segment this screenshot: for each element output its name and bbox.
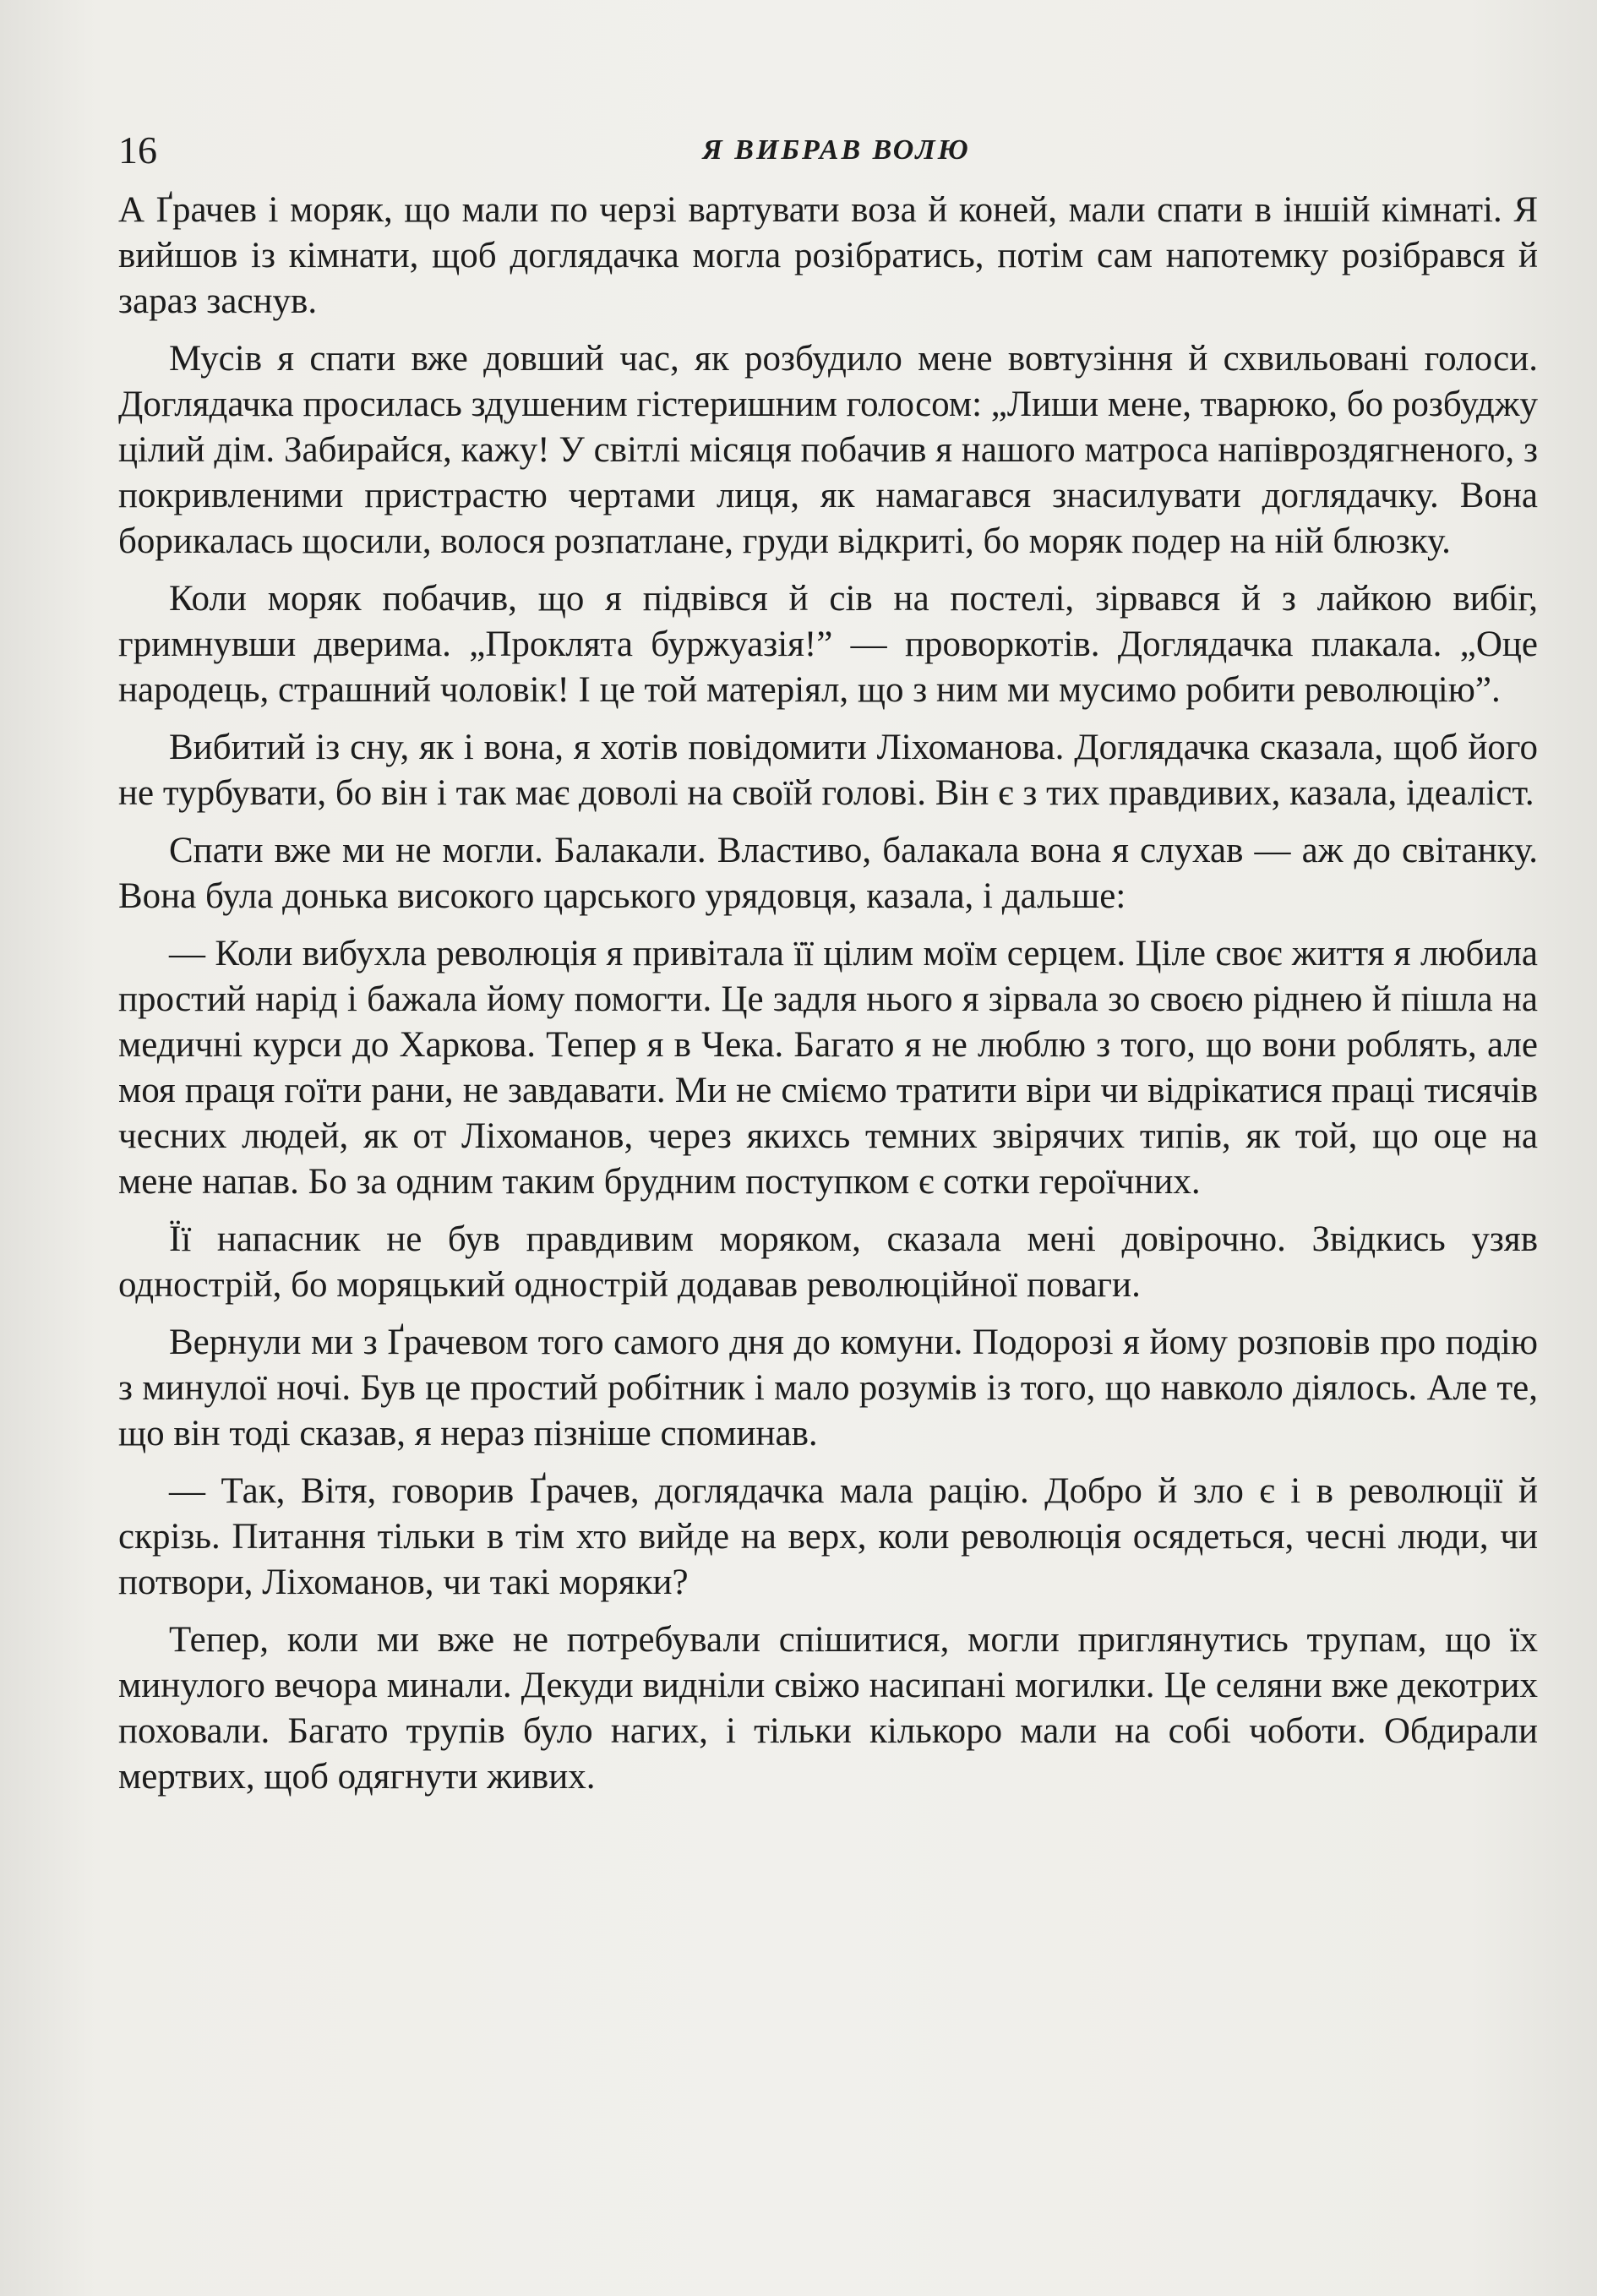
page-number: 16 <box>118 128 157 172</box>
page-header <box>118 125 1555 176</box>
paragraph: Вибитий із сну, як і вона, я хотів повідомити Ліхоманова. Доглядачка сказала, щоб його не турбувати, бо він і так має доволі на своїй голові. Він є з тих правдивих, казала, ідеаліст. <box>118 728 1538 813</box>
paragraph: — Коли вибухла революція я привітала її цілим моїм серцем. Ціле своє життя я любила простий нарід і бажала йому помогти. Це задля нього я зірвала зо своєю ріднею й пішла на медичні курси до Харкова. Тепер я в Чека. Багато я не люблю з того, що вони роблять, але моя праця гоїти рани, не завдавати. Ми не сміємо тратити віри чи відрікатися праці тисячів чесних людей, як от Ліхоманов, через якихсь темних звірячих типів, як той, що оце на мене напав. Бо за одним таким брудним поступком є сотки героїчних. <box>118 934 1538 1202</box>
paragraph: — Так, Вітя, говорив Ґрачев, доглядачка мала рацію. Добро й зло є і в революції й скрізь. Питання тільки в тім хто вийде на верх, коли революція осядеться, чесні люди, чи потвори, Ліхоманов, чи такі моряки? <box>118 1471 1538 1602</box>
running-title: Я ВИБРАВ ВОЛЮ <box>702 134 971 166</box>
body-text <box>118 188 1538 1812</box>
paragraph: Спати вже ми не могли. Балакали. Властиво, балакала вона я слухав — аж до світанку. Вона була донька високого царського урядовця, казала, і дальше: <box>118 831 1538 916</box>
paragraph: Мусів я спати вже довший час, як розбудило мене вовтузіння й схвильовані голоси. Доглядачка просилась здушеним гістеришним голосом: „Лиши мене, тварюко, бо розбуджу цілий дім. Забирайся, кажу! У світлі місяця побачив я нашого матроса напівроздягненого, з покривленими пристрастю чертами лиця, як намагався знасилувати доглядачку. Вона борикалась щосили, волося розпатлане, груди відкриті, бо моряк подер на ній блюзку. <box>118 339 1538 561</box>
paragraph: Її напасник не був правдивим моряком, сказала мені довірочно. Звідкись узяв однострій, бо моряцький однострій додавав революційної поваги. <box>118 1219 1538 1305</box>
paragraph: Вернули ми з Ґрачевом того самого дня до комуни. Подорозі я йому розповів про подію з минулої ночі. Був це простий робітник і мало розумів із того, що навколо діялось. Але те, що він тоді сказав, я нераз пізніше споминав. <box>118 1323 1538 1453</box>
paragraph: А Ґрачев і моряк, що мали по черзі вартувати воза й коней, мали спати в іншій кімнаті. Я вийшов із кімнати, щоб доглядачка могла розібратись, потім сам напотемку розібрався й зараз заснув. <box>118 190 1538 321</box>
paragraph: Коли моряк побачив, що я підвівся й сів на постелі, зірвався й з лайкою вибіг, гримнувши дверима. „Проклята буржуазія!” — проворкотів. Доглядачка плакала. „Оце народець, страшний чоловік! І це той матеріял, що з ним ми мусимо робити революцію”. <box>118 579 1538 710</box>
paragraph: Тепер, коли ми вже не потребували спішитися, могли приглянутись трупам, що їх минулого вечора минали. Декуди видніли свіжо насипані могилки. Це селяни вже декотрих поховали. Багато трупів було нагих, і тільки кількоро мали на собі чоботи. Обдирали мертвих, щоб одягнути живих. <box>118 1620 1538 1797</box>
